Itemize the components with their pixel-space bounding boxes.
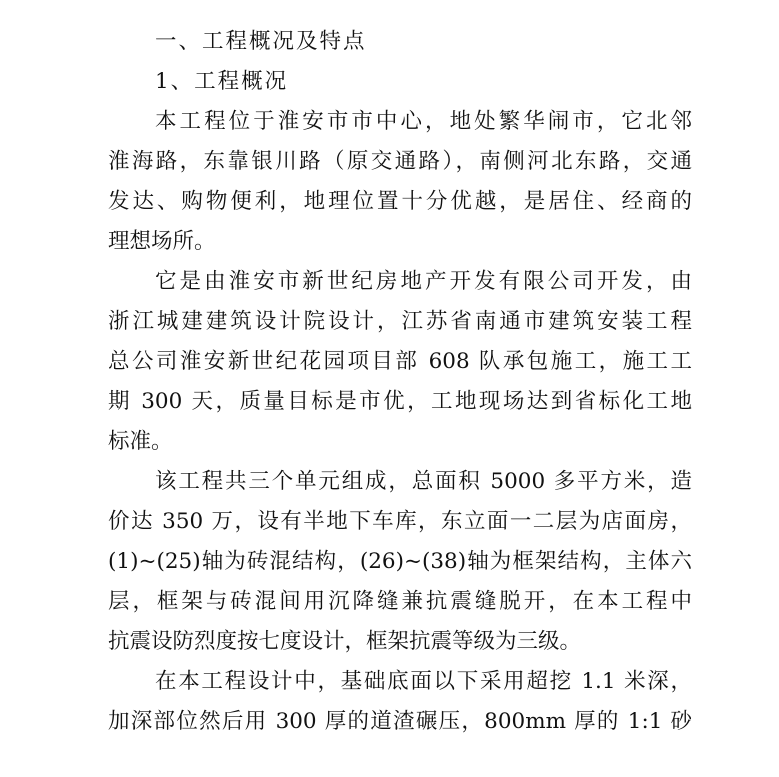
paragraph-1-line-2: 淮海路，东靠银川路（原交通路），南侧河北东路，交通 bbox=[108, 149, 692, 174]
paragraph-3-line-3: (1)~(25)轴为砖混结构，(26)~(38)轴为框架结构，主体六 bbox=[108, 549, 692, 574]
paragraph-3-line-2: 价达 350 万，设有半地下车库，东立面一二层为店面房， bbox=[108, 509, 692, 534]
paragraph-3-line-1: 该工程共三个单元组成，总面积 5000 多平方米，造 bbox=[155, 469, 692, 494]
section-heading: 一、工程概况及特点 bbox=[155, 29, 367, 54]
paragraph-2-line-3: 总公司淮安新世纪花园项目部 608 队承包施工，施工工 bbox=[108, 349, 692, 374]
paragraph-3-line-5: 抗震设防烈度按七度设计，框架抗震等级为三级。 bbox=[108, 629, 582, 654]
paragraph-2-line-5: 标准。 bbox=[108, 429, 173, 454]
paragraph-1-line-4: 理想场所。 bbox=[108, 229, 216, 254]
paragraph-2-line-2: 浙江城建建筑设计院设计，江苏省南通市建筑安装工程 bbox=[108, 309, 692, 334]
paragraph-2-line-4: 期 300 天，质量目标是市优，工地现场达到省标化工地 bbox=[108, 389, 692, 414]
paragraph-4-line-1: 在本工程设计中，基础底面以下采用超挖 1.1 米深， bbox=[155, 669, 692, 694]
paragraph-4-line-2: 加深部位然后用 300 厚的道渣碾压，800mm 厚的 1:1 砂 bbox=[108, 709, 692, 734]
subsection-heading: 1、工程概况 bbox=[155, 69, 289, 94]
paragraph-1-line-3: 发达、购物便利，地理位置十分优越，是居住、经商的 bbox=[108, 189, 692, 214]
paragraph-3-line-4: 层，框架与砖混间用沉降缝兼抗震缝脱开，在本工程中 bbox=[108, 589, 692, 614]
paragraph-2-line-1: 它是由淮安市新世纪房地产开发有限公司开发，由 bbox=[155, 269, 692, 294]
paragraph-1-line-1: 本工程位于淮安市市中心，地处繁华闹市，它北邻 bbox=[155, 109, 692, 134]
